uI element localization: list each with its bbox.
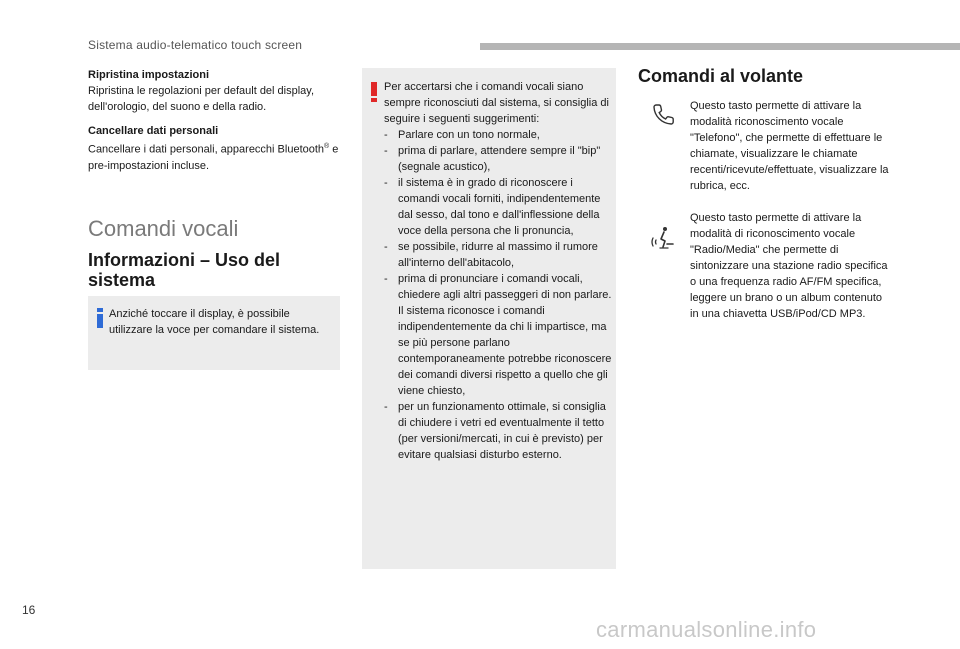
- header-title: Sistema audio-telematico touch screen: [88, 38, 303, 52]
- voice-control-text: Questo tasto permette di attivare la modalità di riconoscimento vocale "Radio/Media" che permette di sintonizzare una stazione radio specifica o una frequenza radio AF/FM specifica, leggere un brano o un album contenuto in una chiavetta USB/iPod/CD MP3.: [690, 212, 888, 320]
- warning-text: [384, 79, 612, 463]
- warning-list: [384, 127, 612, 463]
- steering-controls-heading: Comandi al volante: [638, 66, 804, 86]
- delete-data-body-part1: Cancellare i dati personali, apparecchi Bluetooth: [88, 143, 325, 156]
- info-icon: [97, 308, 103, 328]
- warning-icon: [371, 82, 377, 102]
- info-text: Anziché toccare il display, è possibile utilizzare la voce per comandare il sistema.: [109, 308, 320, 336]
- settings-column: [88, 68, 340, 174]
- list-item: - se possibile, ridurre al massimo il rumore all'interno dell'abitacolo,: [384, 241, 598, 269]
- warning-intro: Per accertarsi che i comandi vocali siano sempre riconosciuti dal sistema, si consiglia di seguire i seguenti suggerimenti:: [384, 81, 609, 125]
- delete-data-body: [88, 139, 340, 174]
- watermark: carmanualsonline.info: [596, 617, 817, 642]
- info-box: [88, 296, 340, 370]
- delete-data-title: Cancellare dati personali: [88, 125, 219, 137]
- list-item: - per un funzionamento ottimale, si consiglia di chiudere i vetri ed eventualmente il tetto (per versioni/mercati, in cui è previsto) per evitare qualsiasi disturbo esterno.: [384, 401, 606, 461]
- list-item: - prima di pronunciare i comandi vocali, chiedere agli altri passeggeri di non parlare. Il sistema riconosce i comandi indipendentemente da chi li impartisce, ma se più persone parlano contemporaneamente potrebbe riconoscere dei comandi diversi rispetto a quello che gli viene chiesto,: [384, 273, 612, 397]
- voice-command-icon: [648, 224, 678, 254]
- subsection-heading: Informazioni – Uso del sistema: [88, 250, 281, 290]
- section-heading: Comandi vocali: [88, 216, 239, 241]
- phone-icon: [648, 100, 678, 130]
- page-number: 16: [22, 603, 36, 617]
- warning-box: [362, 68, 616, 569]
- list-item: - Parlare con un tono normale,: [384, 129, 540, 141]
- reset-settings-body: Ripristina le regolazioni per default del display, dell'orologio, del suono e della radio.: [88, 85, 315, 113]
- delete-data-body-part2: e pre-impostazioni incluse.: [88, 143, 339, 172]
- list-item: - il sistema è in grado di riconoscere i comandi vocali forniti, indipendentemente dal sesso, dal tono e dall'inflessione della voce della persona che li pronuncia,: [384, 177, 601, 237]
- list-item: - prima di parlare, attendere sempre il "bip" (segnale acustico),: [384, 145, 601, 173]
- phone-control-text: Questo tasto permette di attivare la modalità riconoscimento vocale "Telefono", che permette di effettuare le chiamate, visualizzare le chiamate recenti/ricevute/effettuate, visualizzare la rubrica, ecc.: [690, 100, 889, 192]
- registered-mark: ®: [324, 143, 330, 150]
- header-bar: [480, 43, 960, 50]
- reset-settings-title: Ripristina impostazioni: [88, 69, 210, 81]
